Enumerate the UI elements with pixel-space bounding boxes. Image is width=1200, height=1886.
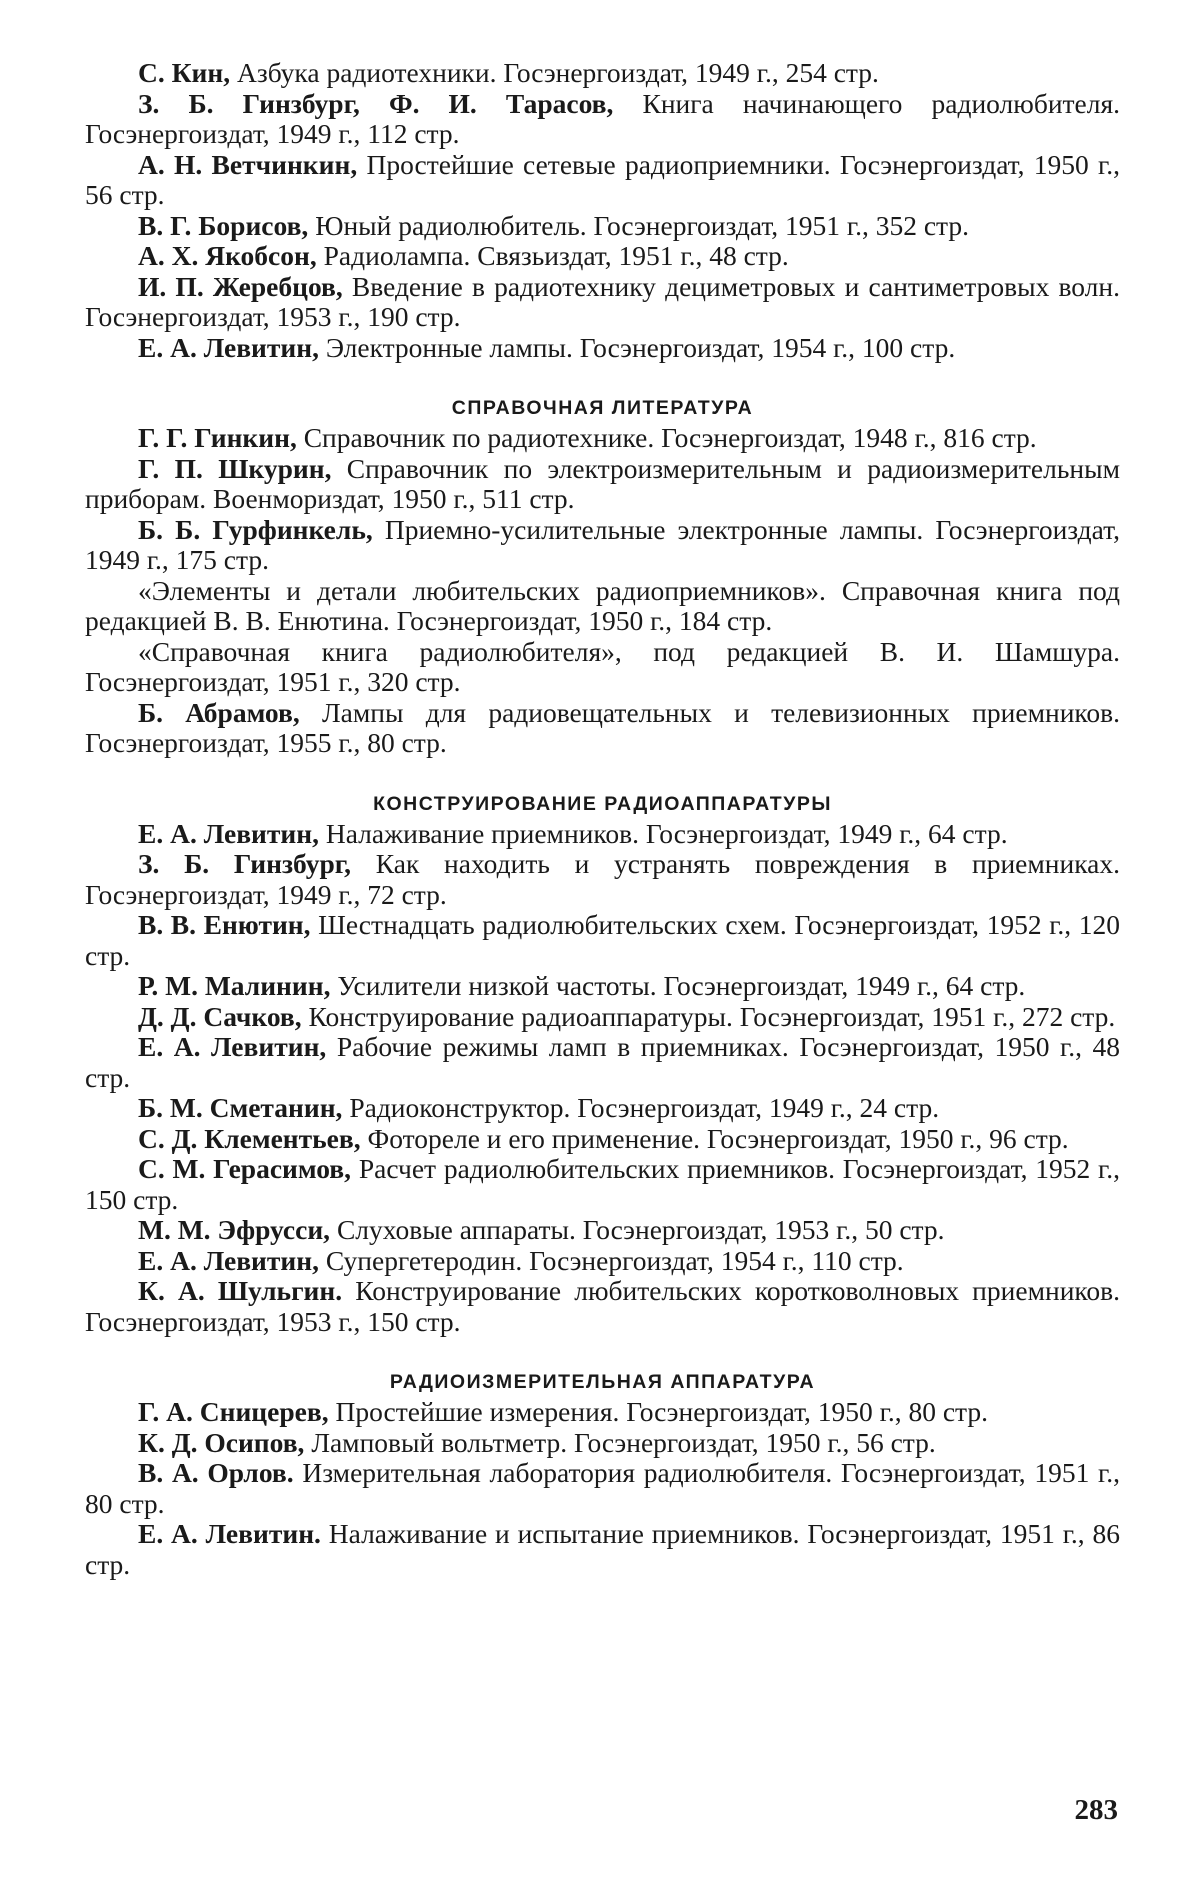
- entry-author: Д. Д. Сачков,: [138, 1000, 302, 1032]
- entry-author: Р. М. Малинин,: [138, 970, 331, 1001]
- entry-author: Е. А. Левитин,: [138, 1031, 327, 1062]
- bibliography-entry: [85, 576, 1120, 637]
- section-heading: РАДИОИЗМЕРИТЕЛЬНАЯ АППАРАТУРА: [389, 1371, 816, 1393]
- entry-author: Г. П. Шкурин,: [138, 452, 332, 484]
- entry-text: Простейшие измерения. Госэнергоиздат, 1950 г., 80 стр.: [328, 1396, 989, 1427]
- entry-author: А. Х. Якобсон,: [138, 240, 317, 271]
- entry-text: «Справочная книга радиолюбителя», под редакцией В. И. Шамшура. Госэнергоиздат, 1951 г., 320 стр.: [85, 635, 1120, 697]
- entry-text: Супергетеродин. Госэнергоиздат, 1954 г., 110 стр.: [318, 1244, 904, 1276]
- entry-text: Как находить и устранять повреждения в приемниках. Госэнергоиздат, 1949 г., 72 стр.: [85, 848, 1120, 910]
- bibliography-entry: [85, 1458, 1120, 1519]
- bibliography-entry: [85, 1154, 1120, 1215]
- bibliography-entry: [85, 1124, 1120, 1155]
- section-heading: КОНСТРУИРОВАНИЕ РАДИОАППАРАТУРЫ: [373, 792, 832, 815]
- bibliography-entry: [85, 515, 1120, 576]
- entry-author: Б. Абрамов,: [138, 696, 300, 728]
- entry-author: С. Д. Клементьев,: [138, 1122, 361, 1154]
- bibliography-entry: [85, 1428, 1120, 1459]
- entry-text: Радиоконструктор. Госэнергоиздат, 1949 г., 24 стр.: [342, 1092, 940, 1123]
- bibliography-entry: [85, 819, 1120, 850]
- entry-author: Б. Б. Гурфинкель,: [138, 513, 373, 545]
- entry-author: З. Б. Гинзбург,: [138, 848, 352, 879]
- bibliography-entry: [85, 58, 1120, 89]
- bibliography-entry: [85, 150, 1120, 211]
- entry-text: Измерительная лаборатория радиолюбителя. Госэнергоиздат, 1951 г., 80 стр.: [85, 1457, 1120, 1519]
- bibliography-entry: [85, 910, 1120, 971]
- entry-text: Юный радиолюбитель. Госэнергоиздат, 1951 г., 352 стр.: [308, 209, 970, 241]
- entry-author: С. Кин,: [138, 57, 231, 88]
- bibliography-entry: [85, 698, 1120, 759]
- entry-text: Приемно-усилительные электронные лампы. Госэнергоиздат, 1949 г., 175 стр.: [85, 513, 1120, 575]
- bibliography-page: [85, 58, 1120, 1580]
- entry-text: Электронные лампы. Госэнергоиздат, 1954 г., 100 стр.: [318, 331, 956, 363]
- section-heading: СПРАВОЧНАЯ ЛИТЕРАТУРА: [451, 397, 754, 419]
- entry-text: Лампы для радиовещательных и телевизионных приемников. Госэнергоиздат, 1955 г., 80 стр.: [85, 696, 1120, 758]
- entry-author: Г. А. Сницерев,: [138, 1396, 329, 1427]
- section-reference-literature: [85, 393, 1120, 759]
- entry-author: Б. М. Сметанин,: [138, 1092, 343, 1123]
- bibliography-entry: [85, 333, 1120, 364]
- entry-text: Расчет радиолюбительских приемников. Госэнергоиздат, 1952 г., 150 стр.: [85, 1153, 1120, 1215]
- bibliography-entry: [85, 241, 1120, 272]
- entry-author: З. Б. Гинзбург, Ф. И. Тарасов,: [138, 87, 614, 119]
- entry-text: Конструирование радиоаппаратуры. Госэнергоиздат, 1951 г., 272 стр.: [301, 1000, 1116, 1032]
- bibliography-entry: [85, 637, 1120, 698]
- entry-author: А. Н. Ветчинкин,: [138, 148, 358, 180]
- section-general: [85, 58, 1120, 363]
- bibliography-entry: [85, 849, 1120, 910]
- entry-text: Справочник по электроизмерительным и радиоизмерительным приборам. Военмориздат, 1950 г., 511 стр.: [85, 452, 1120, 514]
- entry-author: Е. А. Левитин,: [138, 331, 319, 363]
- bibliography-entry: [85, 971, 1120, 1002]
- bibliography-entry: [85, 423, 1120, 454]
- entry-text: Конструирование любительских коротковолновых приемников. Госэнергоиздат, 1953 г., 150 стр.: [85, 1275, 1120, 1337]
- entry-text: Налаживание и испытание приемников. Госэнергоиздат, 1951 г., 86 стр.: [85, 1518, 1120, 1580]
- entry-author: Е. А. Левитин.: [138, 1518, 321, 1549]
- bibliography-entry: [85, 1246, 1120, 1277]
- entry-text: Усилители низкой частоты. Госэнергоиздат, 1949 г., 64 стр.: [330, 970, 1026, 1001]
- entry-author: И. П. Жеребцов,: [138, 270, 343, 302]
- bibliography-entry: [85, 1002, 1120, 1033]
- entry-author: К. А. Шульгин.: [138, 1275, 343, 1306]
- entry-text: Радиолампа. Связьиздат, 1951 г., 48 стр.: [316, 240, 789, 271]
- entry-text: Книга начинающего радиолюбителя. Госэнергоиздат, 1949 г., 112 стр.: [85, 87, 1121, 149]
- section-measurement-equipment: [85, 1367, 1120, 1580]
- entry-author: В. В. Енютин,: [138, 909, 311, 940]
- entry-text: Азбука радиотехники. Госэнергоиздат, 1949 г., 254 стр.: [230, 57, 879, 88]
- section-radio-construction: [85, 789, 1120, 1338]
- entry-author: Г. Г. Гинкин,: [138, 422, 297, 453]
- entry-text: «Элементы и детали любительских радиоприемников». Справочная книга под редакцией В. В. Енютина. Госэнергоиздат, 1950 г., 184 стр.: [85, 574, 1120, 636]
- entry-text: Налаживание приемников. Госэнергоиздат, 1949 г., 64 стр.: [318, 817, 1008, 849]
- bibliography-entry: [85, 89, 1120, 150]
- entry-author: К. Д. Осипов,: [138, 1426, 305, 1458]
- entry-author: Е. А. Левитин,: [138, 817, 319, 849]
- bibliography-entry: [85, 1397, 1120, 1428]
- entry-text: Ламповый вольтметр. Госэнергоиздат, 1950 г., 56 стр.: [304, 1426, 936, 1458]
- bibliography-entry: [85, 1215, 1120, 1246]
- bibliography-entry: [85, 454, 1120, 515]
- entry-author: М. М. Эфрусси,: [138, 1214, 331, 1245]
- entry-text: Простейшие сетевые радиоприемники. Госэнергоиздат, 1950 г., 56 стр.: [85, 148, 1120, 210]
- bibliography-entry: [85, 1519, 1120, 1580]
- bibliography-entry: [85, 1032, 1120, 1093]
- bibliography-entry: [85, 211, 1120, 242]
- bibliography-entry: [85, 1276, 1120, 1337]
- entry-text: Справочник по радиотехнике. Госэнергоиздат, 1948 г., 816 стр.: [296, 422, 1037, 453]
- entry-text: Рабочие режимы ламп в приемниках. Госэнергоиздат, 1950 г., 48 стр.: [85, 1031, 1121, 1093]
- entry-author: В. Г. Борисов,: [138, 209, 309, 241]
- entry-text: Слуховые аппараты. Госэнергоиздат, 1953 г., 50 стр.: [330, 1214, 945, 1245]
- entry-text: Введение в радиотехнику дециметровых и сантиметровых волн. Госэнергоиздат, 1953 г., 190 стр.: [85, 270, 1120, 332]
- entry-text: Шестнадцать радиолюбительских схем. Госэнергоиздат, 1952 г., 120 стр.: [85, 909, 1120, 971]
- entry-author: Е. А. Левитин,: [138, 1244, 319, 1276]
- entry-author: В. А. Орлов.: [138, 1457, 294, 1488]
- bibliography-entry: [85, 272, 1120, 333]
- entry-author: С. М. Герасимов,: [138, 1153, 352, 1184]
- page-number: 283: [1074, 1794, 1118, 1826]
- bibliography-entry: [85, 1093, 1120, 1124]
- entry-text: Фотореле и его применение. Госэнергоиздат, 1950 г., 96 стр.: [360, 1122, 1069, 1154]
